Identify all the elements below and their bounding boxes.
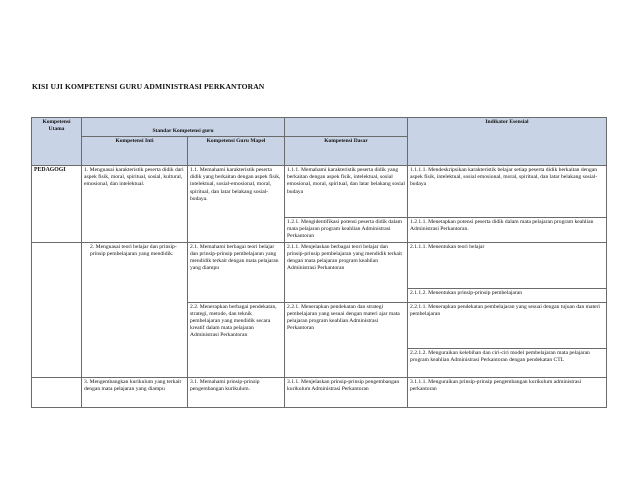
- table-row: [32, 377, 607, 407]
- cell-kompetensi-inti: 3. Mengembangkan kurikulum yang terkait dengan mata pelajaran yang diampu: [82, 377, 188, 407]
- document-title: KISI UJI KOMPETENSI GURU ADMINISTRASI PERKANTORAN: [32, 82, 265, 91]
- table-row: [32, 166, 607, 218]
- cell-kompetensi-mapel: 3.1. Memahami prinsip-prinsip pengembangan kurikulum.: [188, 377, 285, 407]
- table-row: [32, 242, 607, 288]
- header-indikator-esensial: Indikator Esensial: [408, 118, 607, 166]
- cell-indikator: 2.1.1.1. Menentukan teori belajar: [408, 242, 607, 288]
- cell-indikator: 2.2.1.1. Menerapkan pendekatan pembelajaran yang sesuai dengan tujuan dan materi pembelajaran: [408, 302, 607, 348]
- cell-kompetensi-inti-text: 2. Menguasai teori belajar dan prinsip-prinsip pembelajaran yang mendidik.: [90, 243, 177, 257]
- cell-kompetensi-utama: PEDAGOGI: [32, 166, 82, 243]
- cell-kompetensi-dasar: 1.2.1. Mengidentifikasi potensi peserta didik dalam mata pelajaran program keahlian Administrasi Perkantoran: [285, 218, 408, 243]
- table-header: [32, 118, 607, 166]
- cell-kompetensi-utama: [32, 242, 82, 377]
- cell-kompetensi-mapel: 2.1. Memahami berbagai teori belajar dan prinsip-prinsip pembelajaran yang mendidik terkait dengan mata pelajaran yang diampu: [188, 242, 285, 302]
- cell-kompetensi-utama: [32, 377, 82, 407]
- header-standar-kompetensi: Standar Kompetensi guru: [82, 118, 285, 137]
- cell-indikator: 1.1.1.1. Mendeskripsikan karakteristik belajar setiap peserta didik berkaitan dengan aspek fisik, intelektual, sosial emosional, moral, spiritual, dan latar belakang sosial-budaya: [408, 166, 607, 218]
- cell-kompetensi-dasar: 1.1.1. Memahami karakteristik peserta didik yang berkaitan dengan aspek fisik, intelektual, sosial emosional, moral, spiritual, dan latar belakang sosial budaya: [285, 166, 408, 218]
- cell-indikator: 1.2.1.1. Menetapkan potensi peserta didik dalam mata pelajaran program keahlian Administrasi Perkantoran.: [408, 218, 607, 243]
- kisi-table: [31, 117, 607, 408]
- cell-kompetensi-dasar: 2.1.1. Menjelaskan berbagai teori belajar dan prinsip-prinsip pembelajaran yang mendidik terkait dengan mata pelajaran program keahlian Administrasi Perkantoran: [285, 242, 408, 302]
- header-kompetensi-inti: Kompetensi Inti: [82, 137, 188, 166]
- cell-kompetensi-mapel: 1.1. Memahami karakteristik peserta didik yang berkaitan dengan aspek fisik, intelektual, sosial-emosional, moral, spiritual, dan latar belakang sosial-budaya.: [188, 166, 285, 243]
- cell-kompetensi-inti: 1. Menguasai karakteristik peserta didik dari aspek fisik, moral, spiritual, sosial, kultural, emosional, dan intelektual.: [82, 166, 188, 243]
- header-blank: [285, 118, 408, 137]
- header-kompetensi-utama: Kompetensi Utama: [32, 118, 82, 166]
- cell-kompetensi-dasar: 3.1.1. Menjelaskan prinsip-prinsip pengembangan kurikulum Administrasi Perkantoran: [285, 377, 408, 407]
- cell-indikator: 2.2.1.2. Menguraikan kelebihan dan ciri-ciri model pembelajaran mata pelajaran program keahlian Administrasi Perkantoran dengan pendekatan CTL: [408, 348, 607, 377]
- cell-kompetensi-mapel: 2.2. Menerapkan berbagai pendekatan, strategi, metode, dan teknik pembelajaran yang mendidik secara kreatif dalam mata pelajaran Administrasi Perkantoran: [188, 302, 285, 377]
- cell-kompetensi-inti: [82, 242, 188, 377]
- cell-indikator: 3.1.1.1. Menguraikan prinsip-prinsip pengembangan kurikulum administrasi perkantoran: [408, 377, 607, 407]
- cell-kompetensi-dasar: 2.2.1. Menerapkan pendekatan dan strategi pembelajaran yang sesuai dengan materi ajar mata pelajaran program keahlian Administrasi Perkantoran: [285, 302, 408, 377]
- cell-indikator: 2.1.1.2. Menentukan prinsip-prinsip pembelajaran: [408, 288, 607, 302]
- header-kompetensi-mapel: Kompetensi Guru Mapel: [188, 137, 285, 166]
- header-kompetensi-dasar: Kompetensi Dasar: [285, 137, 408, 166]
